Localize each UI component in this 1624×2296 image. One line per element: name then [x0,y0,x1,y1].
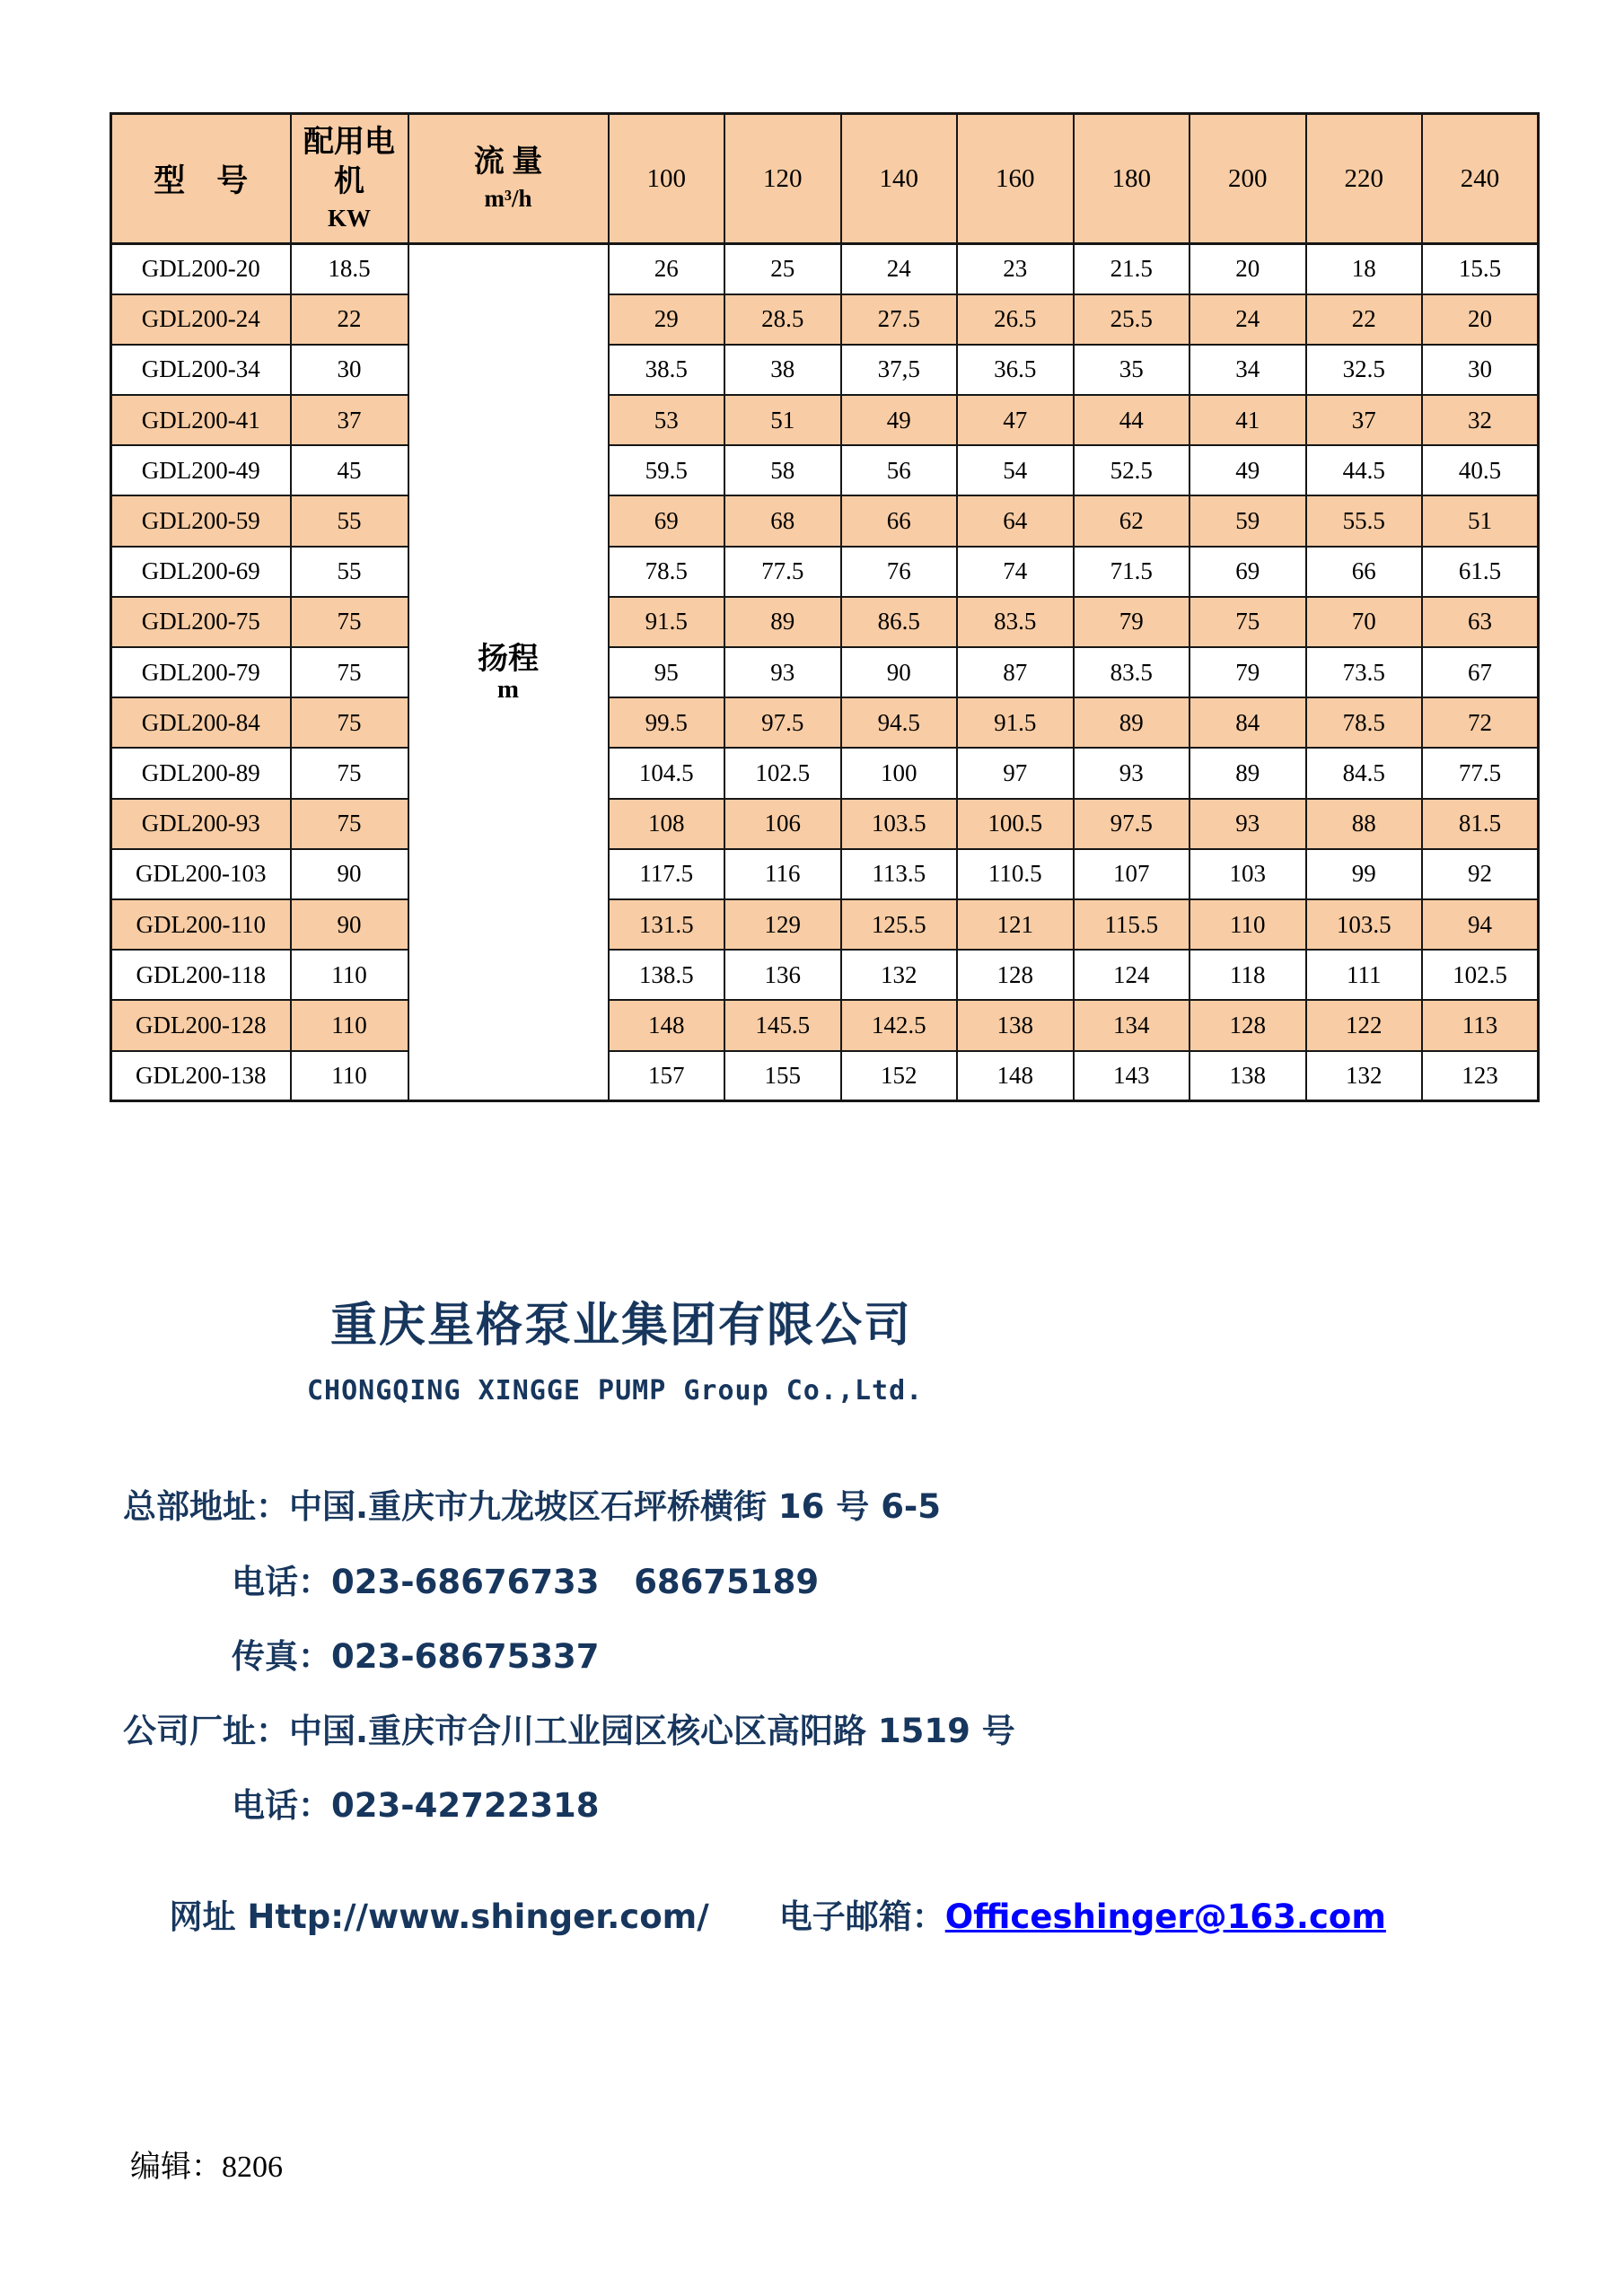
value-cell: 71.5 [1074,547,1190,597]
value-cell: 79 [1074,597,1190,647]
head-unit-cell [408,244,609,1101]
value-cell: 24 [1189,294,1306,345]
value-cell: 103 [1189,849,1306,899]
header-flow-200: 200 [1189,114,1306,244]
value-cell: 25.5 [1074,294,1190,345]
header-flow-120: 120 [724,114,841,244]
value-cell: 122 [1306,1000,1423,1050]
value-cell: 134 [1074,1000,1190,1050]
model-cell: GDL200-89 [111,748,291,798]
value-cell: 138 [957,1000,1074,1050]
kw-cell: 90 [291,849,408,899]
value-cell: 36.5 [957,345,1074,395]
value-cell: 34 [1189,345,1306,395]
value-cell: 148 [609,1000,725,1050]
model-cell: GDL200-20 [111,244,291,294]
kw-cell: 75 [291,748,408,798]
table-row [111,697,1539,748]
table-row [111,849,1539,899]
value-cell: 104.5 [609,748,725,798]
value-cell: 116 [724,849,841,899]
header-flow-240: 240 [1422,114,1539,244]
table-row [111,445,1539,495]
factory-address-line: 公司厂址：中国.重庆市合川工业园区核心区高阳路 1519 号 [123,1712,1015,1750]
value-cell: 97.5 [1074,799,1190,849]
kw-cell: 75 [291,647,408,697]
value-cell: 91.5 [609,597,725,647]
table-row [111,647,1539,697]
value-cell: 24 [841,244,958,294]
table-row [111,547,1539,597]
table-row [111,748,1539,798]
table-row [111,1051,1539,1101]
value-cell: 87 [957,647,1074,697]
website-email-line [123,1851,1386,1976]
value-cell: 100.5 [957,799,1074,849]
value-cell: 18 [1306,244,1423,294]
value-cell: 20 [1422,294,1539,345]
header-motor-line: 配用电 [303,126,395,160]
value-cell: 28.5 [724,294,841,345]
value-cell: 68 [724,495,841,546]
value-cell: 66 [841,495,958,546]
model-cell: GDL200-110 [111,899,291,950]
model-cell: GDL200-138 [111,1051,291,1101]
model-cell: GDL200-41 [111,395,291,445]
table-row [111,1000,1539,1050]
value-cell: 26.5 [957,294,1074,345]
value-cell: 125.5 [841,899,958,950]
header-flow [408,114,609,244]
value-cell: 115.5 [1074,899,1190,950]
header-motor-line: 机 [334,165,364,199]
value-cell: 100 [841,748,958,798]
value-cell: 103.5 [1306,899,1423,950]
value-cell: 84.5 [1306,748,1423,798]
value-cell: 94.5 [841,697,958,748]
table-row [111,294,1539,345]
kw-cell: 75 [291,597,408,647]
value-cell: 40.5 [1422,445,1539,495]
value-cell: 110 [1189,899,1306,950]
kw-cell: 110 [291,1051,408,1101]
head-unit-symbol: m [496,675,520,705]
value-cell: 73.5 [1306,647,1423,697]
value-cell: 89 [1189,748,1306,798]
value-cell: 69 [609,495,725,546]
value-cell: 108 [609,799,725,849]
value-cell: 21.5 [1074,244,1190,294]
value-cell: 143 [1074,1051,1190,1101]
value-cell: 32.5 [1306,345,1423,395]
value-cell: 41 [1189,395,1306,445]
model-cell: GDL200-103 [111,849,291,899]
value-cell: 61.5 [1422,547,1539,597]
value-cell: 152 [841,1051,958,1101]
value-cell: 55.5 [1306,495,1423,546]
model-cell: GDL200-24 [111,294,291,345]
kw-cell: 22 [291,294,408,345]
value-cell: 35 [1074,345,1190,395]
value-cell: 121 [957,899,1074,950]
value-cell: 32 [1422,395,1539,445]
table-row [111,395,1539,445]
value-cell: 30 [1422,345,1539,395]
website-text: 网址 Http://www.shinger.com/ [169,1897,709,1936]
value-cell: 53 [609,395,725,445]
table-row [111,244,1539,294]
header-flow-unit: m³/h [484,184,532,212]
model-cell: GDL200-128 [111,1000,291,1050]
hq-phone-line: 电话：023-68676733 68675189 [232,1563,820,1601]
value-cell: 58 [724,445,841,495]
model-cell: GDL200-118 [111,950,291,1000]
kw-cell: 30 [291,345,408,395]
value-cell: 129 [724,899,841,950]
value-cell: 56 [841,445,958,495]
kw-cell: 75 [291,697,408,748]
value-cell: 25 [724,244,841,294]
table-row [111,345,1539,395]
email-label: 电子邮箱： [778,1897,945,1936]
value-cell: 20 [1189,244,1306,294]
value-cell: 54 [957,445,1074,495]
value-cell: 44 [1074,395,1190,445]
value-cell: 59 [1189,495,1306,546]
value-cell: 51 [1422,495,1539,546]
value-cell: 97.5 [724,697,841,748]
table-row [111,597,1539,647]
value-cell: 95 [609,647,725,697]
value-cell: 88 [1306,799,1423,849]
value-cell: 74 [957,547,1074,597]
value-cell: 38.5 [609,345,725,395]
value-cell: 77.5 [1422,748,1539,798]
value-cell: 77.5 [724,547,841,597]
table-row [111,950,1539,1000]
value-cell: 93 [1189,799,1306,849]
value-cell: 99.5 [609,697,725,748]
kw-cell: 90 [291,899,408,950]
value-cell: 51 [724,395,841,445]
table-row [111,799,1539,849]
value-cell: 93 [1074,748,1190,798]
kw-cell: 55 [291,547,408,597]
value-cell: 123 [1422,1051,1539,1101]
value-cell: 67 [1422,647,1539,697]
value-cell: 78.5 [609,547,725,597]
pump-spec-table [110,112,1540,1102]
value-cell: 78.5 [1306,697,1423,748]
value-cell: 66 [1306,547,1423,597]
value-cell: 128 [1189,1000,1306,1050]
header-flow-140: 140 [841,114,958,244]
kw-cell: 55 [291,495,408,546]
value-cell: 23 [957,244,1074,294]
value-cell: 84 [1189,697,1306,748]
value-cell: 63 [1422,597,1539,647]
value-cell: 102.5 [724,748,841,798]
kw-cell: 45 [291,445,408,495]
value-cell: 124 [1074,950,1190,1000]
value-cell: 89 [724,597,841,647]
value-cell: 75 [1189,597,1306,647]
value-cell: 94 [1422,899,1539,950]
value-cell: 44.5 [1306,445,1423,495]
value-cell: 49 [841,395,958,445]
value-cell: 145.5 [724,1000,841,1050]
value-cell: 37,5 [841,345,958,395]
company-name-cn: 重庆星格泵业集团有限公司 [330,1301,913,1352]
model-cell: GDL200-84 [111,697,291,748]
model-cell: GDL200-93 [111,799,291,849]
factory-phone-line: 电话：023-42722318 [232,1786,600,1825]
value-cell: 59.5 [609,445,725,495]
kw-cell: 37 [291,395,408,445]
value-cell: 26 [609,244,725,294]
value-cell: 22 [1306,294,1423,345]
fax-line: 传真：023-68675337 [232,1637,600,1676]
value-cell: 113 [1422,1000,1539,1050]
value-cell: 93 [724,647,841,697]
value-cell: 29 [609,294,725,345]
value-cell: 131.5 [609,899,725,950]
hq-address-line: 总部地址：中国.重庆市九龙坡区石坪桥横街 16 号 6-5 [123,1487,942,1526]
value-cell: 113.5 [841,849,958,899]
kw-cell: 75 [291,799,408,849]
table-row [111,899,1539,950]
header-flow-180: 180 [1074,114,1190,244]
company-name-en: CHONGQING XINGGE PUMP Group Co.,Ltd. [307,1375,924,1407]
value-cell: 89 [1074,697,1190,748]
value-cell: 27.5 [841,294,958,345]
value-cell: 117.5 [609,849,725,899]
header-model: 型 号 [111,114,291,244]
value-cell: 72 [1422,697,1539,748]
value-cell: 102.5 [1422,950,1539,1000]
value-cell: 97 [957,748,1074,798]
value-cell: 15.5 [1422,244,1539,294]
value-cell: 142.5 [841,1000,958,1050]
value-cell: 69 [1189,547,1306,597]
value-cell: 52.5 [1074,445,1190,495]
value-cell: 136 [724,950,841,1000]
header-motor-kw [291,114,408,244]
head-unit-label: 扬程 [478,643,539,677]
value-cell: 155 [724,1051,841,1101]
value-cell: 92 [1422,849,1539,899]
value-cell: 157 [609,1051,725,1101]
editor-note: 编辑：8206 [130,2151,283,2184]
value-cell: 70 [1306,597,1423,647]
value-cell: 90 [841,647,958,697]
value-cell: 132 [841,950,958,1000]
value-cell: 132 [1306,1051,1423,1101]
model-cell: GDL200-69 [111,547,291,597]
header-flow-100: 100 [609,114,725,244]
table-row [111,495,1539,546]
value-cell: 91.5 [957,697,1074,748]
email-link[interactable]: Officeshinger@163.com [944,1897,1386,1936]
value-cell: 107 [1074,849,1190,899]
value-cell: 86.5 [841,597,958,647]
header-flow-160: 160 [957,114,1074,244]
model-cell: GDL200-59 [111,495,291,546]
value-cell: 76 [841,547,958,597]
value-cell: 47 [957,395,1074,445]
value-cell: 37 [1306,395,1423,445]
model-cell: GDL200-79 [111,647,291,697]
header-flow-title: 流 量 [473,145,543,180]
header-motor-unit: KW [327,204,371,232]
value-cell: 38 [724,345,841,395]
value-cell: 64 [957,495,1074,546]
value-cell: 79 [1189,647,1306,697]
model-cell: GDL200-75 [111,597,291,647]
value-cell: 138.5 [609,950,725,1000]
value-cell: 106 [724,799,841,849]
kw-cell: 18.5 [291,244,408,294]
value-cell: 83.5 [957,597,1074,647]
value-cell: 148 [957,1051,1074,1101]
kw-cell: 110 [291,950,408,1000]
model-cell: GDL200-49 [111,445,291,495]
model-cell: GDL200-34 [111,345,291,395]
value-cell: 83.5 [1074,647,1190,697]
value-cell: 99 [1306,849,1423,899]
value-cell: 49 [1189,445,1306,495]
value-cell: 128 [957,950,1074,1000]
kw-cell: 110 [291,1000,408,1050]
table-header-row [111,114,1539,244]
value-cell: 118 [1189,950,1306,1000]
value-cell: 103.5 [841,799,958,849]
header-flow-220: 220 [1306,114,1423,244]
value-cell: 81.5 [1422,799,1539,849]
value-cell: 62 [1074,495,1190,546]
value-cell: 111 [1306,950,1423,1000]
value-cell: 138 [1189,1051,1306,1101]
value-cell: 110.5 [957,849,1074,899]
